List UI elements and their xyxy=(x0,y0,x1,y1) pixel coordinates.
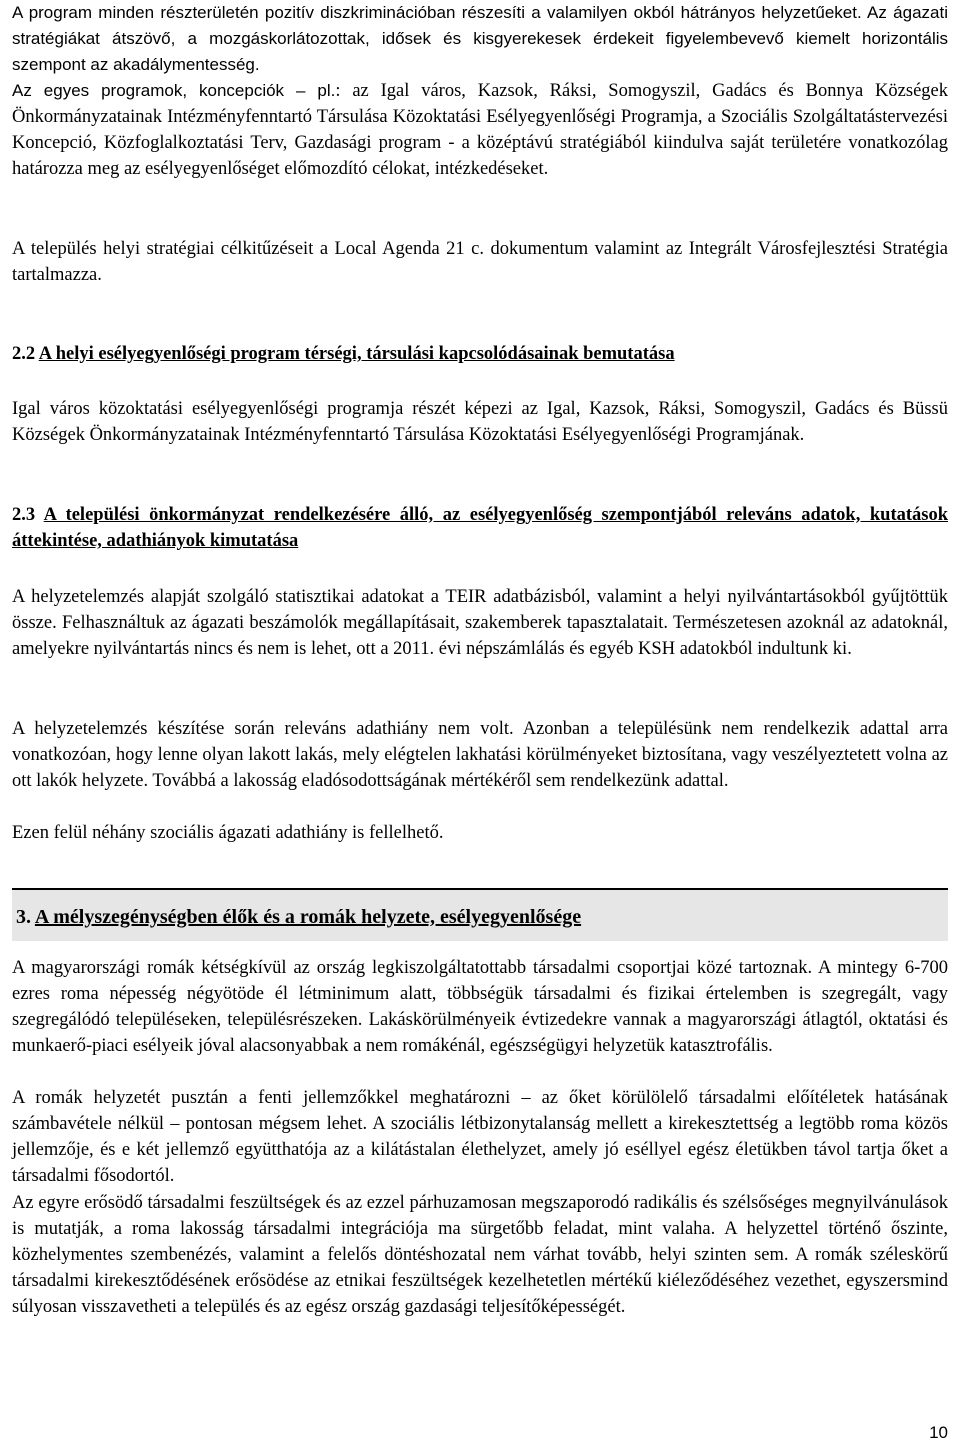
section-2-3-heading xyxy=(12,502,948,554)
section-3-paragraph-1: A magyarországi romák kétségkívül az ország legkiszolgáltatottabb társadalmi csoportjai közé tartoznak. A mintegy 6-700 ezres roma népesség négyötöde él létminimum alatt, többségük társadalmi és fizikai értelemben is szegregált, vagy szegregálódó településeken, településrészeken. Lakáskörülményeik évtizedekre vannak a magyarországi átlagtól, oktatási és munkaerő-piaci esélyeik jóval alacsonyabbak a nem romákénál, egészségügyi helyzetük katasztrofális. xyxy=(12,958,948,1056)
intro-paragraph-3: A település helyi stratégiai célkitűzéseit a Local Agenda 21 c. dokumentum valamint az Integrált Városfejlesztési Stratégia tartalmazza. xyxy=(12,239,948,285)
section-3-heading-box xyxy=(12,888,948,941)
section-2-2-heading xyxy=(12,341,948,367)
section-2-2-body: Igal város közoktatási esélyegyenlőségi programja részét képezi az Igal, Kazsok, Ráksi, Somogyszil, Gadács és Büssü Községek Önkormányzatainak Intézményfenntartó Társulása Közoktatási Esélyegyenlőségi Programjának. xyxy=(12,399,948,445)
section-3-title: A mélyszegénységben élők és a romák helyzete, esélyegyenlősége xyxy=(34,906,582,928)
section-2-2-number: 2.2 xyxy=(12,344,36,364)
section-2-3-title: A települési önkormányzat rendelkezésére álló, az esélyegyenlőség szempontjából releváns adatok, kutatások áttekintése, adathiányok kimutatása xyxy=(12,505,949,551)
section-3-heading xyxy=(16,904,581,930)
intro-paragraph-1: A program minden részterületén pozitív diszkriminációban részesíti a valamilyen okból hátrányos helyzetűeket. Az ágazati stratégiákat átszövő, a mozgáskorlátozottak, idősek és kisgyerekesek érdekeit figyelembevevő kiemelt horizontális szempont az akadálymentesség. xyxy=(12,3,948,74)
section-2-3-paragraph-2: A helyzetelemzés készítése során releváns adathiány nem volt. Azonban a településünk nem rendelkezik adattal arra vonatkozóan, hogy lenne olyan lakott lakás, mely elégtelen lakhatási körülményeket biztosítana, vagy veszélyeztetett volna az ott lakók helyzete. Továbbá a lakosság eladósodottságának mértékéről sem rendelkezünk adattal. xyxy=(12,719,948,791)
section-2-2-title: A helyi esélyegyenlőségi program térségi, társulási kapcsolódásainak bemutatása xyxy=(38,344,675,364)
section-3-paragraph-3: Az egyre erősödő társadalmi feszültségek és az ezzel párhuzamosan megszaporodó radikális és szélsőséges megnyilvánulások is mutatják, a roma lakosság társadalmi integrációja ma sürgetőbb feladat, mint valaha. A helyzettel történő őszinte, közhelymentes szembenézés, valamint a felelős döntéshozatal nem várhat tovább, helyi szinten sem. A romák széleskörű társadalmi kirekesztődésének erősödése az etnikai feszültségek kezelhetetlen mértékű kiéleződéséhez vezethet, egyszersmind súlyosan visszavetheti a település és az egész ország gazdasági teljesítőképességét. xyxy=(12,1193,948,1317)
intro-paragraph-2 xyxy=(12,78,948,182)
section-2-3-paragraph-1: A helyzetelemzés alapját szolgáló statisztikai adatokat a TEIR adatbázisból, valamint a helyi nyilvántartásokból gyűjtöttük össze. Felhasználtuk az ágazati beszámolók megállapításait, szakemberek tapasztalatait. Természetesen azoknál az adatoknál, amelyekre nyilvántartás nincs és nem is lehet, ott a 2011. évi népszámlálás és egyéb KSH adatokból indultunk ki. xyxy=(12,587,948,659)
section-2-3-number: 2.3 xyxy=(12,505,36,525)
section-3-number: 3. xyxy=(16,906,31,928)
intro-paragraph-2-rest: : az Igal város, Kazsok, Ráksi, Somogyszil, Gadács és Bonnya Községek Önkormányzatainak Intézményfenntartó Társulása Közoktatási Esélyegyenlőségi Programja, a Szociális Szolgáltatástervezési Koncepció, Közfoglalkoztatási Terv, Gazdasági program - a középtávú stratégiából kiindulva saját területére vonatkozólag határozza meg az esélyegyenlőséget előmozdító célokat, intézkedéseket. xyxy=(12,81,948,179)
intro-paragraph-2-start: Az egyes programok, koncepciók – pl. xyxy=(12,81,336,100)
section-2-3-paragraph-3: Ezen felül néhány szociális ágazati adathiány is fellelhető. xyxy=(12,823,444,843)
page-number: 10 xyxy=(929,1423,948,1442)
section-3-paragraph-2: A romák helyzetét pusztán a fenti jellemzőkkel meghatározni – az őket körülölelő társadalmi előítéletek hatásának számbavétele nélkül – pontosan mégsem lehet. A szociális létbizonytalanság mellett a kirekesztettség a legtöbb roma közös jellemzője, és e két jellemző együtthatója az a kilátástalan élethelyzet, amely jó eséllyel egész életükben távol tartja őket a társadalmi fősodortól. xyxy=(12,1088,948,1186)
